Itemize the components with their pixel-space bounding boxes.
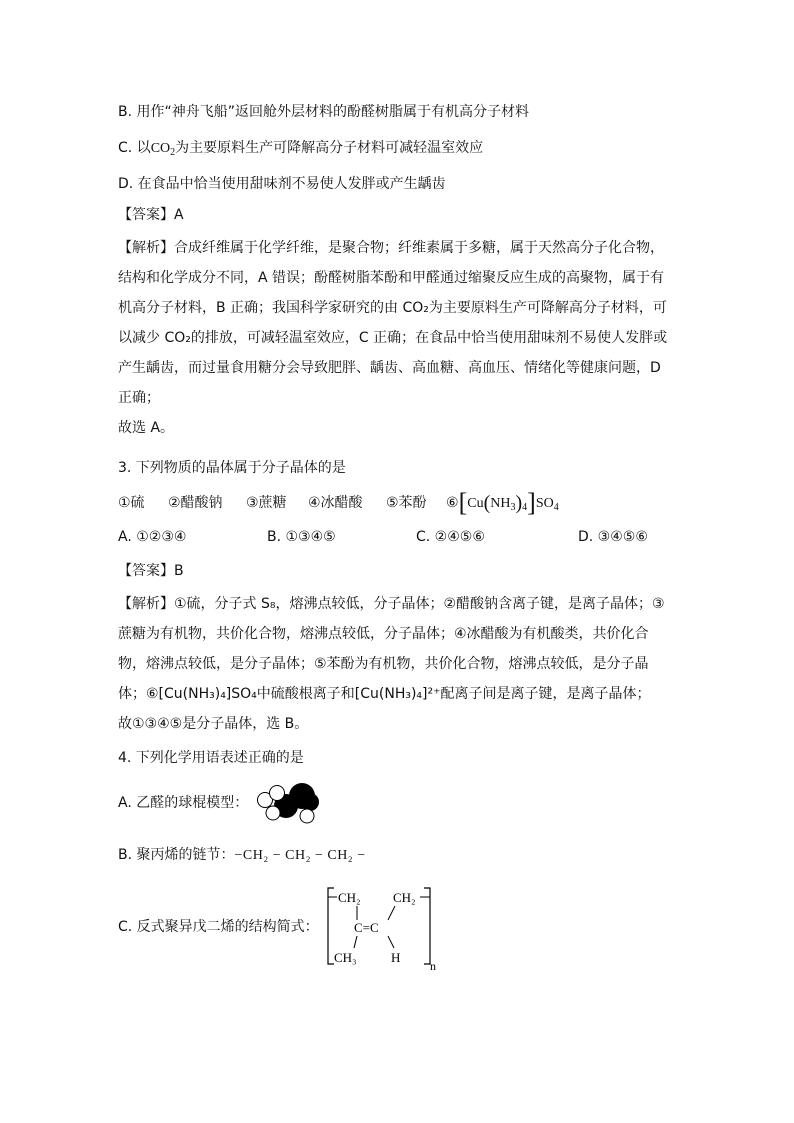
compound6-cu: Cu [467, 496, 484, 511]
compound6-nh-sub: 3 [510, 502, 516, 513]
model-atom-oxygen [301, 793, 319, 811]
choice-a: A. ①②③④ [118, 529, 187, 545]
q2-analysis-line: 【解析】合成纤维属于化学纤维，是聚合物；纤维素属于多糖，属于天然高分子化合物， [118, 240, 664, 256]
compound-item: ⑤苯酚 [386, 495, 427, 511]
q4-option-a: A. 乙醛的球棍模型： [118, 795, 249, 811]
q4-stem: 4. 下列化学用语表述正确的是 [118, 750, 304, 766]
q3-analysis-line: 故①③④⑤是分子晶体，选 B。 [118, 716, 309, 732]
q3-stem: 3. 下列物质的晶体属于分子晶体的是 [118, 460, 346, 476]
q3-analysis-line: 蔗糖为有机物，共价化合物，熔沸点较低，分子晶体；④冰醋酸为有机酸类，共价化合 [118, 626, 649, 642]
choice-c: C. ②④⑤⑥ [416, 529, 485, 545]
q4-b-formula: −CH₂ − CH₂ − CH₂ − [234, 848, 366, 863]
compound-item-complex [446, 488, 559, 518]
model-atom-hydrogen [266, 806, 280, 820]
q2-analysis-line: 机高分子材料，B 正确；我国科学家研究的由 CO₂为主要原料生产可降解高分子材料，可 [118, 300, 667, 316]
option-c-co2: CO [150, 141, 171, 156]
compound6-prefix: ⑥ [446, 495, 459, 511]
q2-analysis [118, 233, 678, 443]
option-c-co2-sub: 2 [170, 147, 176, 158]
q3-analysis-line: 物，熔沸点较低，是分子晶体；⑤苯酚为有机物，共价化合物，熔沸点较低，是分子晶 [118, 656, 649, 672]
compound-item: ②醋酸钠 [168, 495, 223, 511]
structure-ch2-right: CH₂ [393, 890, 416, 905]
q4-option-c: C. 反式聚异戊二烯的结构简式： [118, 919, 319, 935]
bracket-open-icon: [ [458, 488, 468, 517]
q2-analysis-line: 结构和化学成分不同，A 错误；酚醛树脂苯酚和甲醛通过缩聚反应生成的高聚物，属于有 [118, 270, 665, 286]
q3-compounds [118, 488, 718, 517]
model-atom-hydrogen [270, 786, 285, 801]
q2-analysis-line: 以减少 CO₂的排放，可减轻温室效应，C 正确；在食品中恰当使用甜味剂不易使人发胖或 [118, 330, 668, 346]
compound6-so-sub: 4 [553, 502, 559, 513]
q4-b-label: B. 聚丙烯的链节： [118, 847, 235, 863]
q2-answer: 【答案】A [118, 207, 184, 223]
structure-double-bond: C=C [354, 920, 379, 935]
q2-analysis-line: 正确； [118, 390, 160, 406]
model-atom-hydrogen [300, 809, 314, 823]
structure-n: n [430, 959, 436, 973]
q4-option-b [118, 845, 366, 866]
compound-item: ①硫 [118, 495, 145, 511]
q2-analysis-line: 故选 A。 [118, 420, 175, 436]
structure-bond [388, 906, 395, 920]
choice-d: D. ③④⑤⑥ [578, 529, 648, 545]
option-b: B. 用作“神舟飞船”返回舱外层材料的酚醛树脂属于有机高分子材料 [118, 104, 530, 120]
compound-item: ③蔗糖 [246, 495, 287, 511]
structure-bracket-right [424, 888, 430, 964]
q3-analysis-line: 体；⑥[Cu(NH₃)₄]SO₄中硫酸根离子和[Cu(NH₃)₄]²⁺配离子间是离子键，是离子晶体； [118, 686, 651, 702]
q3-analysis [118, 589, 678, 739]
compound6-so: SO [535, 496, 554, 511]
q2-analysis-line: 产生龋齿，而过量食用糖分会导致肥胖、龋齿、高血糖、高血压、情绪化等健康问题，D [118, 360, 661, 376]
compound6-count: 4 [522, 502, 528, 513]
q3-answer: 【答案】B [118, 563, 184, 579]
acetaldehyde-ball-stick-model [252, 780, 324, 826]
q3-choices [118, 529, 718, 549]
compound-item: ④冰醋酸 [308, 495, 363, 511]
structure-ch3: CH₃ [334, 950, 357, 965]
option-d: D. 在食品中恰当使用甜味剂不易使人发胖或产生龋齿 [118, 176, 446, 192]
structure-bond [388, 936, 394, 948]
paren-open-icon: ( [483, 492, 491, 514]
option-c-prefix: C. 以 [118, 140, 151, 156]
compound6-nh: NH [490, 496, 511, 511]
structure-h: H [391, 950, 401, 965]
q3-analysis-line: 【解析】①硫，分子式 S₈，熔沸点较低，分子晶体；②醋酸钠含离子键，是离子晶体；③ [118, 596, 665, 612]
structure-ch2-left: CH₂ [338, 890, 361, 905]
structure-bond [354, 936, 357, 948]
paren-close-icon: ) [515, 492, 523, 514]
polyisoprene-structure [322, 884, 442, 974]
choice-b: B. ①③④⑤ [267, 529, 336, 545]
option-c-suffix: 为主要原料生产可降解高分子材料可减轻温室效应 [175, 140, 484, 156]
bracket-close-icon: ] [527, 488, 536, 517]
option-c [118, 138, 483, 163]
